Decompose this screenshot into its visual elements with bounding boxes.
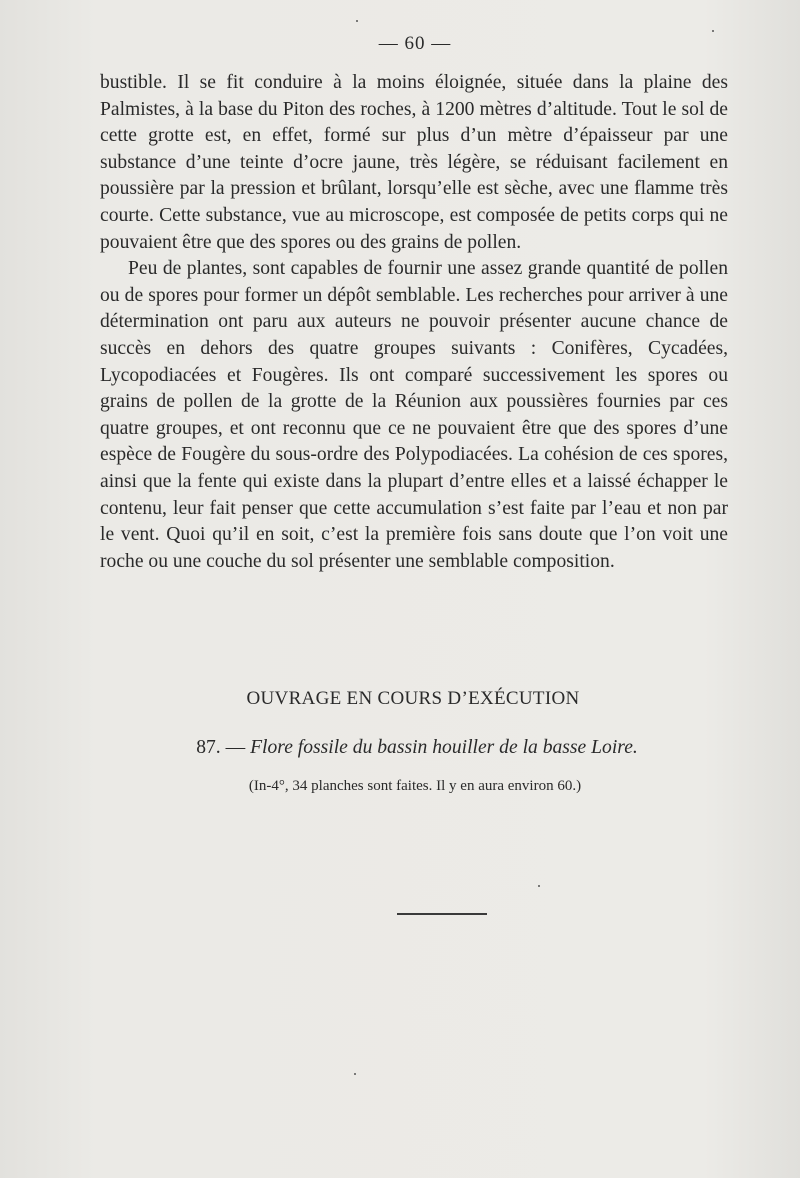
paper-speck	[356, 20, 358, 22]
closing-rule	[397, 913, 487, 915]
entry-number: 87. —	[196, 737, 246, 758]
page-number: — 60 —	[378, 33, 452, 54]
paragraph-pollen: Peu de plantes, sont capables de fournir une assez grande quantité de pollen ou de spores pour former un dépôt semblable. Les recherches pour arriver à une détermination ont paru aux auteurs ne pouvoir présenter aucune chance de succès en dehors des quatre groupes suivants : Conifères, Cycadées, Lycopodiacées et Fougères. Ils ont comparé successivement les spores ou grains de pollen de la grotte de la Réunion aux poussières fournies par ces quatre groupes, et ont reconnu que ce ne pouvaient être que des spores d’une espèce de Fougère du sous-ordre des Polypodiacées. La cohésion de ces spores, ainsi que la fente qui existe dans la plupart d’entre elles et a laissé échapper le contenu, leur fait penser que cette accumulation s’est faite par l’eau et non par le vent. Quoi qu’il en soit, c’est la première fois sans doute que l’on voit une roche ou une couche du sol présenter une semblable composition.	[100, 258, 728, 572]
paragraph-continued: bustible. Il se fit conduire à la moins éloignée, située dans la plaine des Palmistes, à la base du Piton des roches, à 1200 mètres d’altitude. Tout le sol de cette grotte est, en effet, formé sur plus d’un mètre d’épaisseur par une substance d’une teinte d’ocre jaune, très légère, se réduisant facilement en poussière par la pression et brûlant, lorsqu’elle est sèche, avec une flamme très courte. Cette substance, vue au microscope, est composée de petits corps qui ne pouvaient être que des spores ou des grains de pollen.	[100, 72, 728, 253]
entry-title: Flore fossile du bassin houiller de la basse Loire.	[250, 737, 638, 758]
body-text	[100, 70, 728, 575]
entry-note: (In-4°, 34 planches sont faites. Il y en aura environ 60.)	[248, 778, 582, 794]
bibliography-entry	[0, 737, 800, 759]
paper-speck	[538, 885, 540, 887]
paper-speck	[712, 30, 714, 32]
section-heading: OUVRAGE EN COURS D’EXÉCUTION	[246, 688, 580, 709]
paper-speck	[354, 1073, 356, 1075]
